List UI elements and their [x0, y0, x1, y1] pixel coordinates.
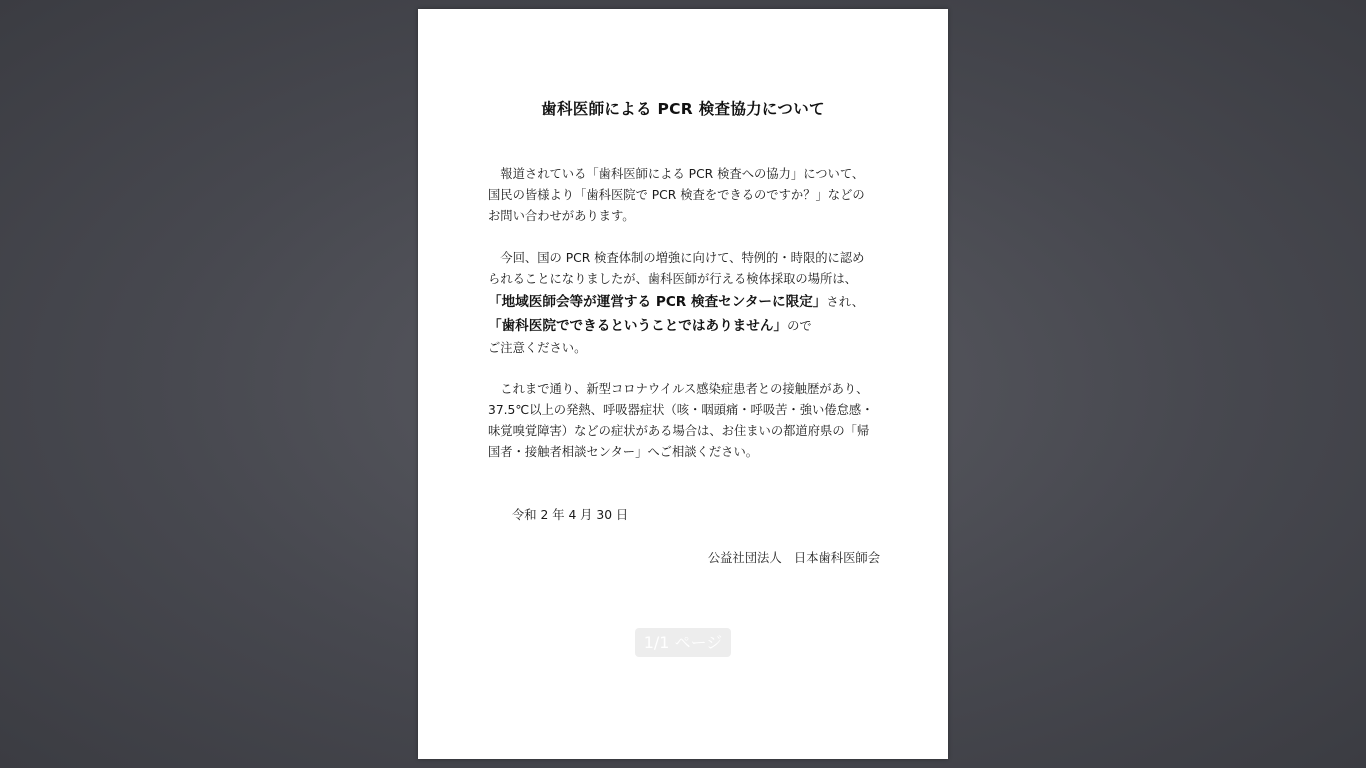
page-indicator: 1/1 ページ — [635, 628, 731, 657]
paragraph-line: ご注意ください。 — [488, 341, 587, 355]
paragraph-notice — [488, 248, 888, 359]
paragraph-line: 国者・接触者相談センター」へご相談ください。 — [488, 445, 759, 459]
paragraph-line-emphasis — [488, 290, 888, 314]
paragraph-line-emphasis — [488, 314, 888, 338]
paragraph-line: られることになりましたが、歯科医師が行える検体採取の場所は、 — [488, 272, 857, 286]
paragraph-line: 味覚嗅覚障害）などの症状がある場合は、お住まいの都道府県の「帰 — [488, 424, 870, 438]
emphasis-pcr-center: 「地域医師会等が運営する PCR 検査センターに限定」 — [488, 294, 827, 310]
emphasis-suffix: され、 — [826, 295, 865, 309]
paragraph-line: 国民の皆様より「歯科医院で PCR 検査をできるのですか？」などの — [488, 188, 865, 202]
paragraph-line: 報道されている「歯科医師による PCR 検査への協力」について、 — [488, 167, 865, 181]
paragraph-line: これまで通り、新型コロナウイルス感染症患者との接触歴があり、 — [488, 382, 869, 396]
emphasis-suffix: ので — [787, 319, 812, 333]
document-date: 令和 2 年 4 月 30 日 — [512, 508, 629, 522]
emphasis-not-clinic: 「歯科医院でできるということではありません」 — [488, 318, 788, 334]
paragraph-inquiries — [488, 164, 888, 227]
paragraph-consultation — [488, 379, 888, 463]
document-organization: 公益社団法人 日本歯科医師会 — [707, 551, 880, 565]
document-title: 歯科医師による PCR 検査協力について — [541, 100, 825, 118]
paragraph-line: 37.5℃以上の発熱、呼吸器症状（咳・咽頭痛・呼吸苦・強い倦怠感・ — [488, 403, 874, 417]
paragraph-line: お問い合わせがあります。 — [488, 209, 635, 223]
paragraph-line: 今回、国の PCR 検査体制の増強に向けて、特例的・時限的に認め — [488, 251, 865, 265]
